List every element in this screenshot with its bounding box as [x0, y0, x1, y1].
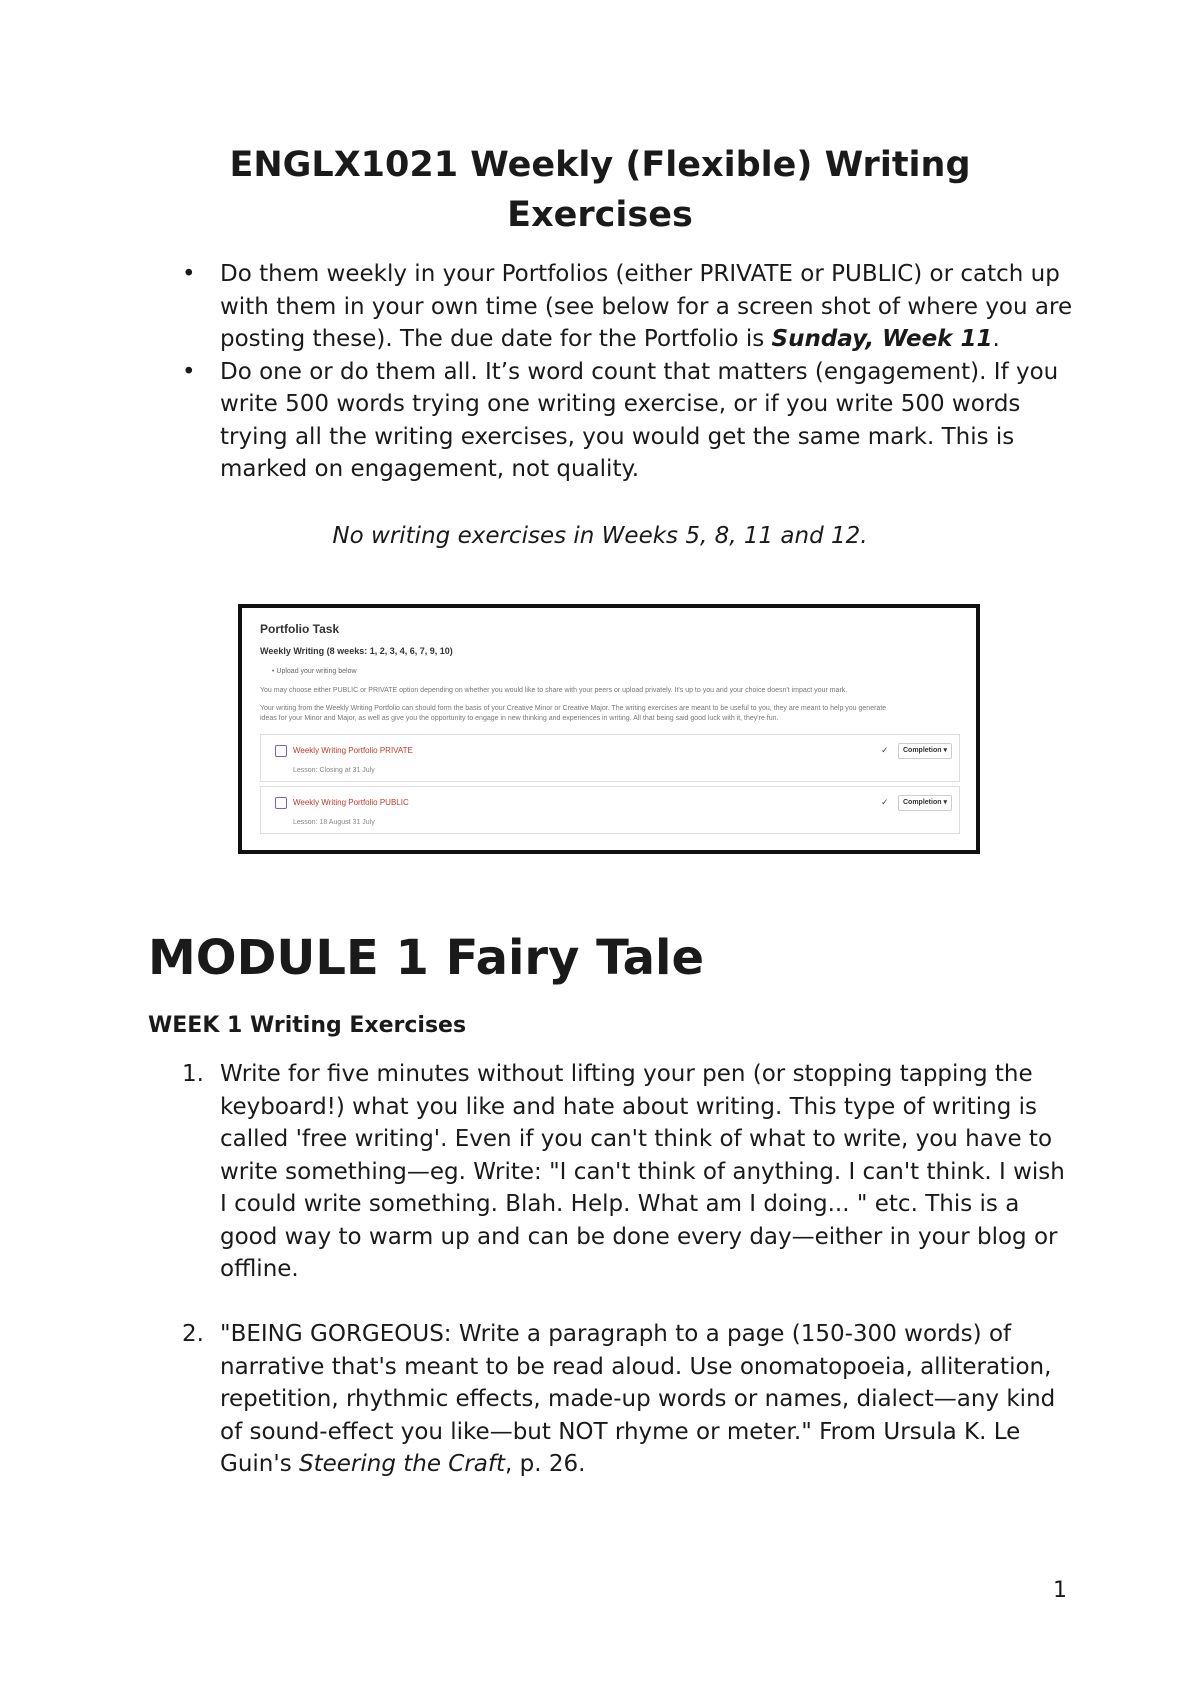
portfolio-row-private	[260, 734, 960, 782]
intro-bullet-2-text: Do one or do them all. It’s word count that matters (engagement). If you write 500 words trying one writing exercise, or if you write 500 words trying all the writing exercises, you would get the same mark. This is marked on engagement, not quality.	[220, 358, 1059, 482]
exercise-2-text: "BEING GORGEOUS: Write a paragraph to a page (150-300 words) of narrative that's meant to be read aloud. Use onomatopoeia, alliteration, repetition, rhythmic effects, made-up words or names, dialect—any kind of sound-effect you like—but NOT rhyme or meter." From Ursula K. Le Guin's	[220, 1321, 1056, 1477]
screenshot-title: Portfolio Task	[260, 622, 340, 636]
bullet-icon: •	[182, 358, 196, 385]
portfolio-meta-private: Lesson: Closing at 31 July	[293, 767, 375, 774]
screenshot-line-2: Your writing from the Weekly Writing Portfolio can should form the basis of your Creative Minor or Creative Major. The writing exercises are meant to be useful to you, they are meant to help you generate	[260, 705, 887, 712]
book-title: Steering the Craft	[298, 1451, 506, 1477]
exercise-number: 1.	[182, 1061, 204, 1087]
assignment-icon	[275, 797, 287, 809]
intro-bullet-1-text: Do them weekly in your Portfolios (either PRIVATE or PUBLIC) or catch up with them in your own time (see below for a screen shot of where you are posting these). The due date for the Portfolio is	[220, 261, 1073, 352]
intro-bullet-2	[176, 356, 1076, 486]
week-heading: WEEK 1 Writing Exercises	[148, 1013, 467, 1038]
screenshot-line-3: ideas for your Minor and Major, as well as give you the opportunity to engage in new thinking and experiences in writing. All that being said good luck with it, they're fun.	[260, 715, 779, 722]
portfolio-link-private[interactable]: Weekly Writing Portfolio PRIVATE	[293, 746, 413, 755]
screenshot-subtitle: Weekly Writing (8 weeks: 1, 2, 3, 4, 6, 7, 9, 10)	[260, 646, 453, 656]
check-icon: ✓	[881, 745, 889, 755]
portfolio-row-public	[260, 786, 960, 834]
portfolio-meta-public: Lesson: 18 August 31 July	[293, 819, 375, 826]
screenshot-line-1: You may choose either PUBLIC or PRIVATE option depending on whether you would like to share with your peers or upload privately. It's up to you and your choice doesn't impact your mark.	[260, 687, 848, 694]
exercise-list	[176, 1058, 1076, 1481]
intro-bullet-1	[176, 258, 1076, 356]
portfolio-screenshot	[238, 604, 980, 854]
portfolio-link-public[interactable]: Weekly Writing Portfolio PUBLIC	[293, 798, 409, 807]
due-date: Sunday, Week 11	[771, 326, 993, 352]
bullet-icon: •	[182, 261, 196, 287]
exercise-1-text: Write for five minutes without lifting your pen (or stopping tapping the keyboard!) what you like and hate about writing. This type of writing is called 'free writing'. Even if you can't think of what to write, you have to write something—eg. Write: "I can't think of anything. I can't think. I wish I could write something. Blah. Help. What am I doing... " etc. This is a good way to warm up and can be done every day—either in your blog or offline.	[220, 1061, 1065, 1282]
exercise-item-2	[176, 1318, 1076, 1481]
completion-select-private[interactable]: Completion ▾	[898, 743, 952, 759]
completion-select-public[interactable]: Completion ▾	[898, 795, 952, 811]
page-number: 1	[1053, 1578, 1067, 1603]
check-icon: ✓	[881, 797, 889, 807]
exercise-number: 2.	[182, 1321, 204, 1347]
intro-bullet-1-end: .	[992, 326, 1000, 352]
screenshot-bullet-text: Upload your writing below	[276, 668, 357, 675]
completion-select-public-label: Completion	[903, 799, 942, 806]
screenshot-bullet: • Upload your writing below	[272, 668, 357, 675]
completion-select-private-label: Completion	[903, 747, 942, 754]
intro-list	[176, 258, 1076, 486]
intro-note: No writing exercises in Weeks 5, 8, 11 and 12.	[332, 523, 868, 549]
assignment-icon	[275, 745, 287, 757]
exercise-item-1	[176, 1058, 1076, 1286]
document-title: ENGLX1021 Weekly (Flexible) Writing Exercises	[229, 145, 971, 235]
exercise-2-end: , p. 26.	[505, 1451, 586, 1477]
module-heading: MODULE 1 Fairy Tale	[148, 930, 705, 986]
